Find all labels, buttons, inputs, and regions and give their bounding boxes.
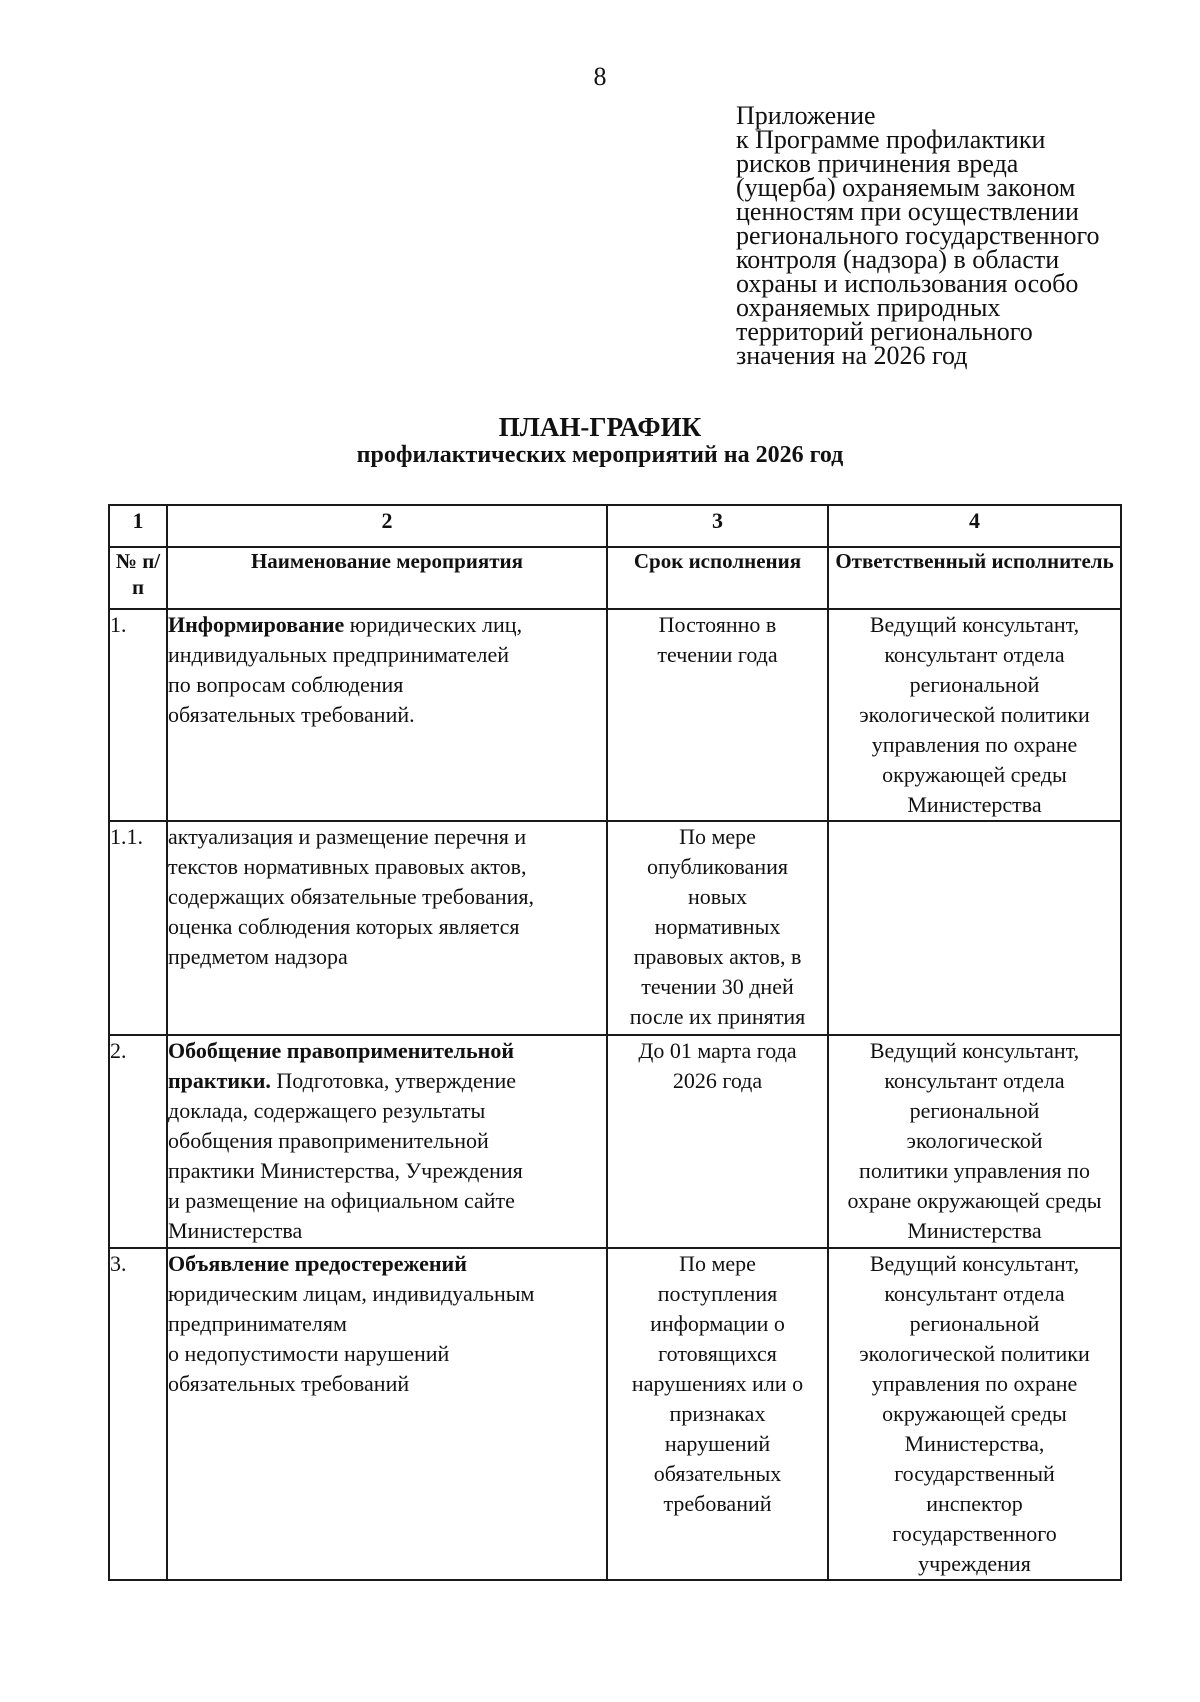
deadline-text: До 01 марта года <box>638 1038 797 1063</box>
deadline-text: опубликования <box>647 854 788 879</box>
appendix-line: территорий регионального <box>736 317 1033 346</box>
activity-text: обобщения правоприменительной <box>168 1128 489 1153</box>
appendix-line: Приложение <box>736 101 876 130</box>
deadline-text: течении года <box>657 642 778 667</box>
activity-text: содержащих обязательные требования, <box>168 884 534 909</box>
responsible-text: региональной <box>909 1311 1040 1336</box>
deadline-text: правовых актов, в <box>633 944 802 969</box>
appendix-line: ценностям при осуществлении <box>736 197 1079 226</box>
responsible-text: охране окружающей среды <box>847 1188 1102 1213</box>
deadline-text: обязательных <box>653 1461 782 1486</box>
deadline-text: нормативных <box>654 914 781 939</box>
deadline-text: готовящихся <box>658 1341 777 1366</box>
responsible <box>828 609 1121 821</box>
activity-text: обязательных требований. <box>168 702 415 727</box>
responsible-text: консультант отдела <box>884 1281 1065 1306</box>
deadline <box>607 1248 828 1580</box>
responsible <box>828 1248 1121 1580</box>
deadline-text: течении 30 дней <box>641 974 794 999</box>
deadline <box>607 821 828 1035</box>
responsible-text: управления по охране <box>871 1371 1078 1396</box>
responsible-text: управления по охране <box>871 732 1078 757</box>
title-sub: профилактических мероприятий на 2026 год <box>356 442 844 468</box>
appendix-line: охраняемых природных <box>736 293 1001 322</box>
row-number: 1. <box>109 609 167 821</box>
activity-title: Обобщение правоприменительной <box>168 1038 515 1063</box>
responsible-text: государственного <box>892 1521 1057 1546</box>
activity-name <box>167 1035 607 1248</box>
responsible-text: консультант отдела <box>884 1068 1065 1093</box>
responsible-text: Ведущий консультант, <box>869 1038 1080 1063</box>
activity-text: Подготовка, утверждение <box>270 1068 516 1093</box>
responsible-text: экологической <box>906 1128 1043 1153</box>
responsible-text: экологической политики <box>859 1341 1090 1366</box>
deadline-text: поступления <box>657 1281 778 1306</box>
responsible-text: Ведущий консультант, <box>869 612 1080 637</box>
responsible-text: Министерства <box>907 1218 1042 1243</box>
activity-text: Министерства <box>168 1218 303 1243</box>
activity-title: Информирование <box>168 612 345 637</box>
deadline-text: нарушениях или о <box>631 1371 804 1396</box>
activity-text: индивидуальных предпринимателей <box>168 642 509 667</box>
responsible-text: Ведущий консультант, <box>869 1251 1080 1276</box>
activity-text: доклада, содержащего результаты <box>168 1098 486 1123</box>
activity-text: юридическим лицам, индивидуальным <box>168 1281 535 1306</box>
responsible-text: Министерства <box>907 792 1042 817</box>
responsible-text: Министерства, <box>904 1431 1045 1456</box>
appendix-line: контроля (надзора) в области <box>736 245 1060 274</box>
responsible-text: окружающей среды <box>882 762 1067 787</box>
deadline-text: информации о <box>650 1311 785 1336</box>
column-number: 2 <box>167 505 607 547</box>
deadline-text: после их принятия <box>629 1004 806 1029</box>
table-row <box>109 609 1121 821</box>
deadline-text: новых <box>688 884 747 909</box>
activity-title: практики. <box>168 1068 271 1093</box>
column-number: 3 <box>607 505 828 547</box>
table-row <box>109 1035 1121 1248</box>
responsible-text: политики управления по <box>859 1158 1090 1183</box>
activity-text: предпринимателям <box>168 1311 347 1336</box>
deadline-text: Постоянно в <box>658 612 777 637</box>
responsible-text: инспектор <box>926 1491 1023 1516</box>
deadline-text: нарушений <box>664 1431 771 1456</box>
responsible-text: региональной <box>909 672 1040 697</box>
appendix-line: к Программе профилактики <box>736 125 1046 154</box>
responsible-text: государственный <box>894 1461 1055 1486</box>
appendix-line: рисков причинения вреда <box>736 149 1019 178</box>
appendix-line: охраны и использования особо <box>736 269 1079 298</box>
header-row <box>109 547 1121 609</box>
table-row <box>109 821 1121 1035</box>
row-number: 1.1. <box>109 821 167 1035</box>
activity-text: предметом надзора <box>168 944 348 969</box>
activity-name <box>167 609 607 821</box>
deadline <box>607 1035 828 1248</box>
activity-name <box>167 821 607 1035</box>
deadline-text: По мере <box>679 1251 756 1276</box>
deadline-text: 2026 года <box>672 1068 763 1093</box>
title-main: ПЛАН-ГРАФИК <box>498 412 702 442</box>
responsible <box>828 1035 1121 1248</box>
activity-text: практики Министерства, Учреждения <box>168 1158 523 1183</box>
appendix-caption <box>736 101 1146 370</box>
deadline <box>607 609 828 821</box>
page-number: 8 <box>593 62 607 91</box>
responsible-text: консультант отдела <box>884 642 1065 667</box>
deadline-text: требований <box>663 1491 772 1516</box>
header-num: № п/п <box>109 547 167 609</box>
responsible-text: экологической политики <box>859 702 1090 727</box>
plan-table <box>108 504 1122 1581</box>
appendix-line: значения на 2026 год <box>736 341 968 370</box>
responsible-text: учреждения <box>918 1551 1031 1576</box>
table-row <box>109 1248 1121 1580</box>
deadline-text: По мере <box>679 824 756 849</box>
responsible-text: региональной <box>909 1098 1040 1123</box>
deadline-text: признаках <box>669 1401 766 1426</box>
responsible <box>828 821 1121 1035</box>
activity-text: обязательных требований <box>168 1371 410 1396</box>
appendix-line: регионального государственного <box>736 221 1100 250</box>
responsible-text: окружающей среды <box>882 1401 1067 1426</box>
document-title <box>0 412 1200 468</box>
activity-text: и размещение на официальном сайте <box>168 1188 515 1213</box>
row-number: 3. <box>109 1248 167 1580</box>
activity-text: по вопросам соблюдения <box>168 672 404 697</box>
activity-name <box>167 1248 607 1580</box>
appendix-line: (ущерба) охраняемым законом <box>736 173 1076 202</box>
activity-text: текстов нормативных правовых актов, <box>168 854 527 879</box>
column-number: 4 <box>828 505 1121 547</box>
row-number: 2. <box>109 1035 167 1248</box>
activity-text: юридических лиц, <box>344 612 523 637</box>
activity-text: оценка соблюдения которых является <box>168 914 520 939</box>
activity-title: Объявление предостережений <box>168 1251 467 1276</box>
activity-text: актуализация и размещение перечня и <box>168 824 527 849</box>
header-responsible: Ответственный исполнитель <box>828 547 1121 609</box>
column-number: 1 <box>109 505 167 547</box>
column-number-row <box>109 505 1121 547</box>
activity-text: о недопустимости нарушений <box>168 1341 450 1366</box>
header-term: Срок исполнения <box>607 547 828 609</box>
header-name: Наименование мероприятия <box>167 547 607 609</box>
